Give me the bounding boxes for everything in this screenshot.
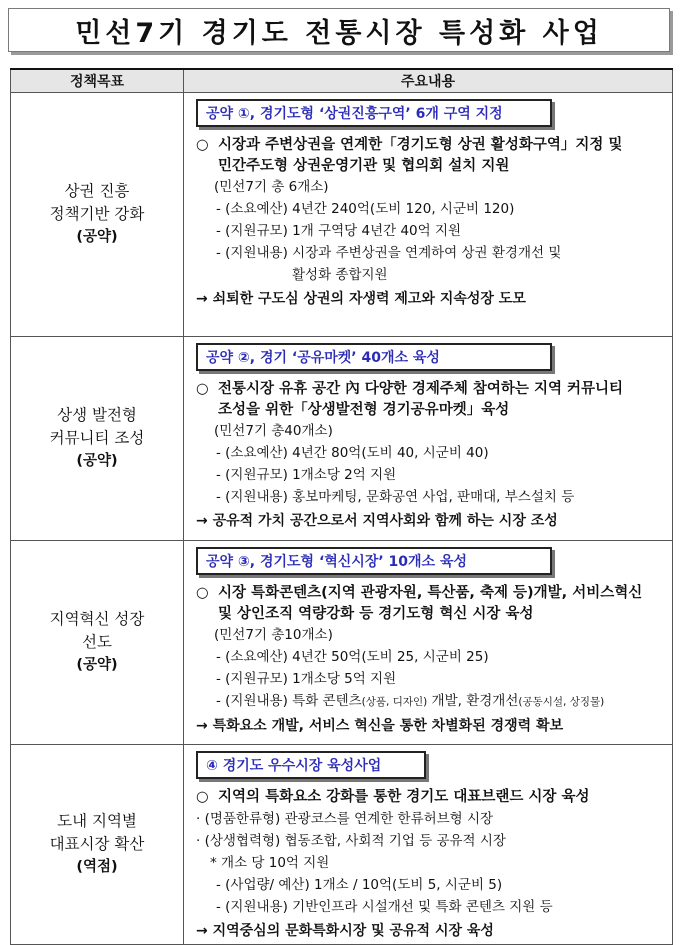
- detail-text: - (지원내용) 특화 콘텐츠: [216, 693, 362, 709]
- goal-line: 상생 발전형: [57, 406, 137, 424]
- detail-item: - (지원내용) 기반인프라 시설개선 및 특화 콘텐츠 지원 등: [216, 899, 553, 915]
- detail-item: - (소요예산) 4년간 80억(도비 40, 시군비 40): [216, 445, 489, 461]
- circle-bullet-icon: ○: [196, 381, 209, 397]
- pledge-box: 공약 ③, 경기도형 ‘혁신시장’ 10개소 육성: [196, 547, 552, 575]
- goal-cell: [11, 93, 184, 337]
- detail-item: - (지원규모) 1개 구역당 4년간 40억 지원: [216, 223, 462, 239]
- table-row: [11, 337, 673, 541]
- circle-bullet-icon: ○: [196, 789, 209, 805]
- content-cell: [184, 745, 673, 945]
- page-title: 민선7기 경기도 전통시장 특성화 사업: [75, 17, 603, 49]
- bullet-text: 조성을 위한「상생발전형 경기공유마켓」육성: [218, 402, 510, 418]
- detail-small-text: (공동시설, 상징물): [518, 696, 605, 708]
- detail-item: - (소요예산) 4년간 50억(도비 25, 시군비 25): [216, 649, 489, 665]
- bullet-item: [196, 379, 666, 421]
- detail-item: - (지원규모) 1개소당 5억 지원: [216, 671, 397, 687]
- detail-item: · (명품한류형) 관광코스를 연계한 한류허브형 시장: [196, 811, 494, 827]
- goal-line: 커뮤니티 조성: [49, 429, 145, 447]
- table-row: [11, 93, 673, 337]
- bullet-item: [196, 583, 666, 625]
- detail-item: [196, 690, 666, 713]
- title-box: [8, 8, 670, 52]
- bullet-text: 및 상인조직 역량강화 등 경기도형 혁신 시장 육성: [218, 606, 534, 622]
- header-goal: 정책목표: [11, 69, 184, 93]
- goal-tag: (공약): [76, 657, 118, 673]
- pledge-box: 공약 ①, 경기도형 ‘상권진흥구역’ 6개 구역 지정: [196, 99, 552, 127]
- pledge-box: ④ 경기도 우수시장 육성사업: [196, 751, 426, 779]
- bullet-text: 시장과 주변상권을 연계한「경기도형 상권 활성화구역」지정 및: [218, 137, 623, 153]
- detail-item: - (지원규모) 1개소당 2억 지원: [216, 467, 397, 483]
- result-line: → 지역중심의 문화특화시장 및 공유적 시장 육성: [196, 923, 494, 939]
- total-count: (민선7기 총40개소): [214, 423, 333, 439]
- goal-cell: [11, 541, 184, 745]
- bullet-text: 지역의 특화요소 강화를 통한 경기도 대표브랜드 시장 육성: [218, 789, 590, 805]
- detail-small-text: (상품, 디자인): [361, 696, 428, 708]
- result-line: → 공유적 가치 공간으로서 지역사회와 함께 하는 시장 조성: [196, 513, 558, 529]
- table-header-row: [11, 69, 673, 93]
- goal-line: 대표시장 확산: [49, 835, 145, 853]
- bullet-item: [196, 135, 666, 177]
- detail-item: - (지원내용) 시장과 주변상권을 연계하여 상권 환경개선 및: [216, 245, 562, 261]
- table-row: [11, 541, 673, 745]
- circle-bullet-icon: ○: [196, 585, 209, 601]
- content-cell: [184, 93, 673, 337]
- detail-item: · (상생협력형) 협동조합, 사회적 기업 등 공유적 시장: [196, 833, 506, 849]
- total-count: (민선7기 총 6개소): [214, 179, 329, 195]
- bullet-text: 민간주도형 상권운영기관 및 협의회 설치 지원: [218, 158, 510, 174]
- goal-line: 정책기반 강화: [49, 205, 145, 223]
- bullet-text: 시장 특화콘텐츠(지역 관광자원, 특산품, 축제 등)개발, 서비스혁신: [218, 585, 643, 601]
- goal-tag: (역점): [76, 859, 118, 875]
- detail-text: 개발, 환경개선: [427, 693, 519, 709]
- goal-cell: [11, 745, 184, 945]
- content-cell: [184, 337, 673, 541]
- result-line: → 쇠퇴한 구도심 상권의 자생력 제고와 지속성장 도모: [196, 291, 526, 307]
- bullet-item: [196, 787, 666, 808]
- goal-line: 지역혁신 성장: [49, 610, 145, 628]
- header-content: 주요내용: [184, 69, 673, 93]
- detail-item: - (지원내용) 홍보마케팅, 문화공연 사업, 판매대, 부스설치 등: [216, 489, 575, 505]
- goal-tag: (공약): [76, 229, 118, 245]
- policy-table: [10, 68, 673, 945]
- result-line: → 특화요소 개발, 서비스 혁신을 통한 차별화된 경쟁력 확보: [196, 718, 564, 734]
- goal-cell: [11, 337, 184, 541]
- content-cell: [184, 541, 673, 745]
- goal-line: 도내 지역별: [57, 812, 137, 830]
- goal-line: 상권 진흥: [64, 182, 130, 200]
- total-count: (민선7기 총10개소): [214, 627, 333, 643]
- note-item: * 개소 당 10억 지원: [210, 855, 330, 871]
- goal-line: 선도: [82, 633, 112, 651]
- bullet-text: 전통시장 유휴 공간 內 다양한 경제주체 참여하는 지역 커뮤니티: [218, 381, 624, 397]
- circle-bullet-icon: ○: [196, 137, 209, 153]
- detail-item-cont: 활성화 종합지원: [292, 267, 388, 283]
- table-row: [11, 745, 673, 945]
- detail-item: - (사업량/ 예산) 1개소 / 10억(도비 5, 시군비 5): [216, 877, 503, 893]
- pledge-box: 공약 ②, 경기 ‘공유마켓’ 40개소 육성: [196, 343, 552, 371]
- goal-tag: (공약): [76, 453, 118, 469]
- detail-item: - (소요예산) 4년간 240억(도비 120, 시군비 120): [216, 201, 515, 217]
